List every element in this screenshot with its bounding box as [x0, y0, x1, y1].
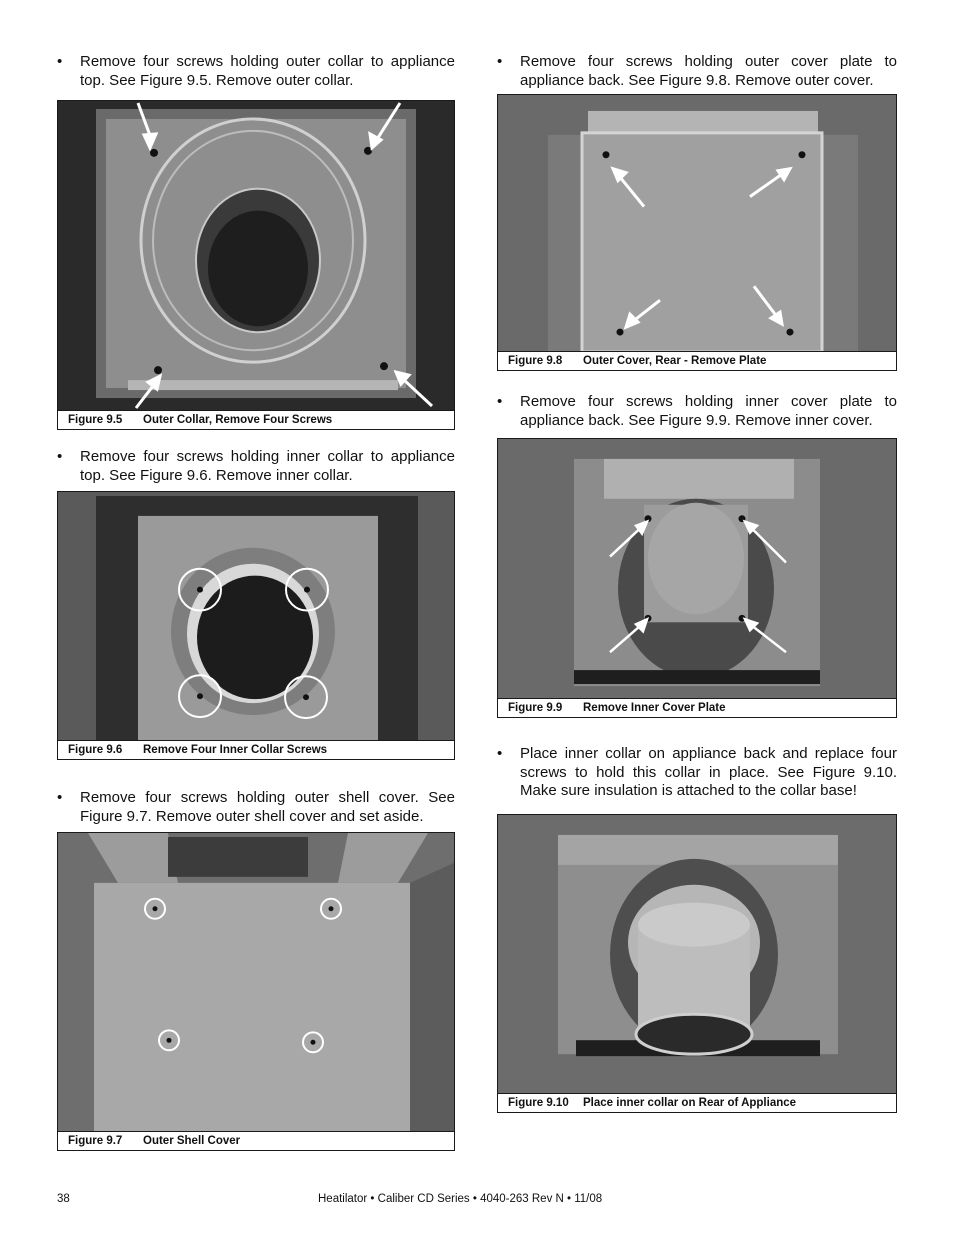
instruction-text: Remove four screws holding outer cover plate to appliance back. See Figure 9.8. Remove outer cover.: [520, 53, 897, 89]
figure-caption-text: Outer Shell Cover: [143, 1135, 241, 1147]
bullet: •: [57, 789, 63, 806]
instruction-text: Remove four screws holding outer collar to appliance top. See Figure 9.5. Remove outer collar.: [80, 53, 455, 89]
instruction-outer-cover-plate: [497, 53, 897, 90]
figure-number: Figure 9.5: [68, 414, 123, 426]
figure-caption-text: Outer Cover, Rear - Remove Plate: [583, 355, 767, 367]
figure-9-7: [57, 832, 455, 1151]
figure-9-5: [57, 100, 455, 430]
bullet: •: [497, 393, 503, 410]
instruction-place-inner-collar: [497, 745, 897, 801]
figure-caption-text: Outer Collar, Remove Four Screws: [143, 414, 333, 426]
instruction-outer-collar: [57, 53, 455, 90]
figure-caption: [498, 351, 896, 370]
bullet: •: [57, 53, 63, 70]
figure-caption: [58, 740, 454, 759]
instruction-text: Remove four screws holding inner cover plate to appliance back. See Figure 9.9. Remove inner cover.: [520, 393, 897, 429]
inner-collar-photo: [58, 492, 454, 741]
outer-collar-photo: [58, 101, 454, 411]
figure-caption: [58, 410, 454, 429]
instruction-inner-cover-plate: [497, 393, 897, 430]
instruction-text: Remove four screws holding inner collar to appliance top. See Figure 9.6. Remove inner collar.: [80, 448, 455, 484]
figure-9-6: [57, 491, 455, 760]
figure-caption-text: Place inner collar on Rear of Appliance: [583, 1097, 797, 1109]
instruction-text: Remove four screws holding outer shell cover. See Figure 9.7. Remove outer shell cover and set aside.: [80, 789, 455, 825]
instruction-outer-shell: [57, 789, 455, 826]
figure-9-10: [497, 814, 897, 1113]
figure-caption-text: Remove Four Inner Collar Screws: [143, 744, 328, 756]
bullet: •: [57, 448, 63, 465]
figure-number: Figure 9.10: [508, 1097, 569, 1109]
figure-9-8: [497, 94, 897, 371]
bullet: •: [497, 745, 503, 762]
page-number: 38: [57, 1193, 70, 1205]
figure-number: Figure 9.8: [508, 355, 563, 367]
figure-number: Figure 9.9: [508, 702, 563, 714]
figure-caption: [58, 1131, 454, 1150]
place-inner-collar-photo: [498, 815, 896, 1094]
bullet: •: [497, 53, 503, 70]
figure-number: Figure 9.7: [68, 1135, 123, 1147]
outer-shell-photo: [58, 833, 454, 1132]
outer-cover-plate-photo: [498, 95, 896, 352]
figure-number: Figure 9.6: [68, 744, 123, 756]
figure-caption-text: Remove Inner Cover Plate: [583, 702, 726, 714]
footer-document-info: Heatilator • Caliber CD Series • 4040-263 Rev N • 11/08: [318, 1193, 603, 1205]
inner-cover-plate-photo: [498, 439, 896, 699]
figure-9-9: [497, 438, 897, 718]
figure-caption: [498, 1093, 896, 1112]
instruction-inner-collar: [57, 448, 455, 485]
figure-caption: [498, 698, 896, 717]
instruction-text: Place inner collar on appliance back and replace four screws to hold this collar in place. See Figure 9.10. Make sure insulation is attached to the collar base!: [520, 745, 897, 799]
